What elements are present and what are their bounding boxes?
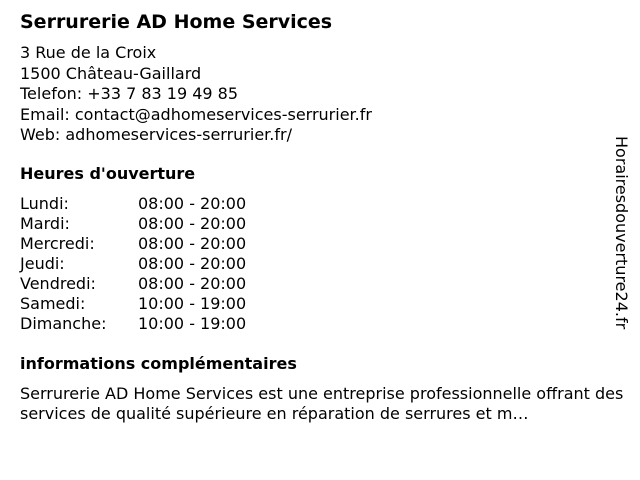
hours-time: 10:00 - 19:00 <box>138 294 247 313</box>
hours-time: 10:00 - 19:00 <box>138 314 247 333</box>
hours-time: 08:00 - 20:00 <box>138 214 247 233</box>
phone-line[interactable]: Telefon: +33 7 83 19 49 85 <box>20 84 239 103</box>
additional-info-heading: informations complémentaires <box>20 354 297 373</box>
contact-block <box>20 43 372 146</box>
hours-time: 08:00 - 20:00 <box>138 194 247 213</box>
hours-time: 08:00 - 20:00 <box>138 274 247 293</box>
hours-time: 08:00 - 20:00 <box>138 254 247 273</box>
hours-day: Vendredi: <box>20 274 96 293</box>
hours-day: Mardi: <box>20 214 70 233</box>
hours-day: Samedi: <box>20 294 86 313</box>
address-street: 3 Rue de la Croix <box>20 43 157 62</box>
hours-day: Lundi: <box>20 194 69 213</box>
email-line[interactable]: Email: contact@adhomeservices-serrurier.fr <box>20 104 372 124</box>
business-name: Serrurerie AD Home Services <box>20 11 333 33</box>
site-watermark: Horairesdouverture24.fr <box>612 136 631 330</box>
hours-day: Jeudi: <box>20 254 65 273</box>
business-description: Serrurerie AD Home Services est une entreprise professionnelle offrant des services de qualité supérieure en réparation de serrures et m… <box>20 384 624 423</box>
hours-time: 08:00 - 20:00 <box>138 234 247 253</box>
hours-day: Dimanche: <box>20 314 107 333</box>
web-line[interactable]: Web: adhomeservices-serrurier.fr/ <box>20 125 292 144</box>
opening-hours-heading: Heures d'ouverture <box>20 164 196 183</box>
hours-day: Mercredi: <box>20 234 95 253</box>
address-city: 1500 Château-Gaillard <box>20 63 202 83</box>
